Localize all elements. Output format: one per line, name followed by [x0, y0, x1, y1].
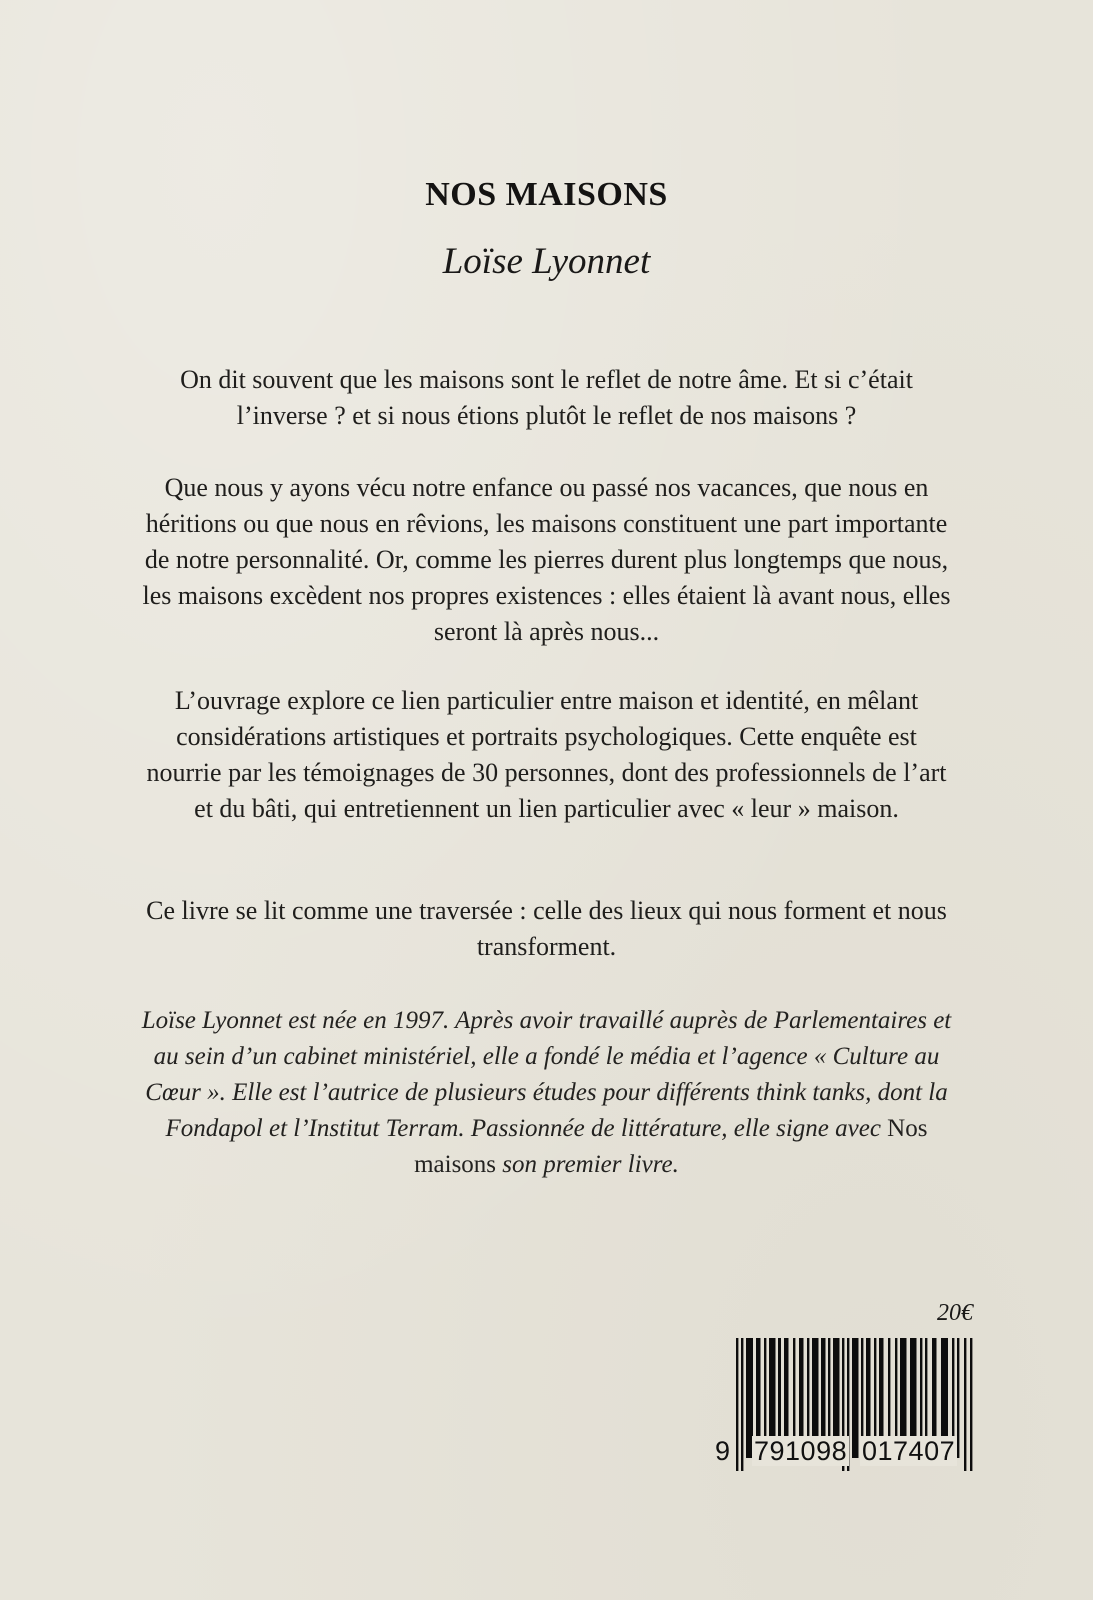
bio-book-reference: Nos maisons	[414, 1115, 928, 1178]
blurb-text: Ce livre se lit comme une traversée : celle des lieux qui nous forment et nous transforment.	[146, 896, 947, 961]
blurb-paragraph-2	[140, 470, 953, 650]
blurb-paragraph-1	[140, 362, 953, 434]
blurb-text: On dit souvent que les maisons sont le reflet de notre âme. Et si c’était l’inverse ? et si nous étions plutôt le reflet de nos maisons ?	[180, 365, 913, 430]
isbn-digits-left: 791098	[754, 1436, 848, 1466]
blurb-paragraph-3	[140, 683, 953, 827]
isbn-digits-right: 017407	[862, 1436, 956, 1466]
isbn-digit-first: 9	[715, 1436, 731, 1466]
bio-text-before: Loïse Lyonnet est née en 1997. Après avoir travaillé auprès de Parlementaires et au sein d’un cabinet ministériel, elle a fondé le média et l’agence « Culture au Cœur ». Elle est l’autrice de plusieurs études pour différents think tanks, dont la Fondapol et l’Institut Terram. Passionnée de littérature, elle signe avec	[141, 1007, 952, 1142]
book-title: NOS MAISONS	[425, 176, 668, 213]
blurb-text: L’ouvrage explore ce lien particulier entre maison et identité, en mêlant considérations artistiques et portraits psychologiques. Cette enquête est nourrie par les témoignages de 30 personnes, dont des professionnels de l’art et du bâti, qui entretiennent un lien particulier avec « leur » maison.	[146, 686, 947, 823]
bio-text-after: son premier livre.	[496, 1151, 679, 1178]
price-label: 20€	[937, 1300, 973, 1326]
book-author: Loïse Lyonnet	[442, 241, 651, 282]
blurb-text: Que nous y ayons vécu notre enfance ou passé nos vacances, que nous en héritions ou que nous en rêvions, les maisons constituent une part importante de notre personnalité. Or, comme les pierres durent plus longtemps que nous, les maisons excèdent nos propres existences : elles étaient là avant nous, elles seront là après nous...	[142, 473, 951, 646]
author-bio	[140, 1003, 953, 1183]
blurb-paragraph-4	[140, 893, 953, 965]
